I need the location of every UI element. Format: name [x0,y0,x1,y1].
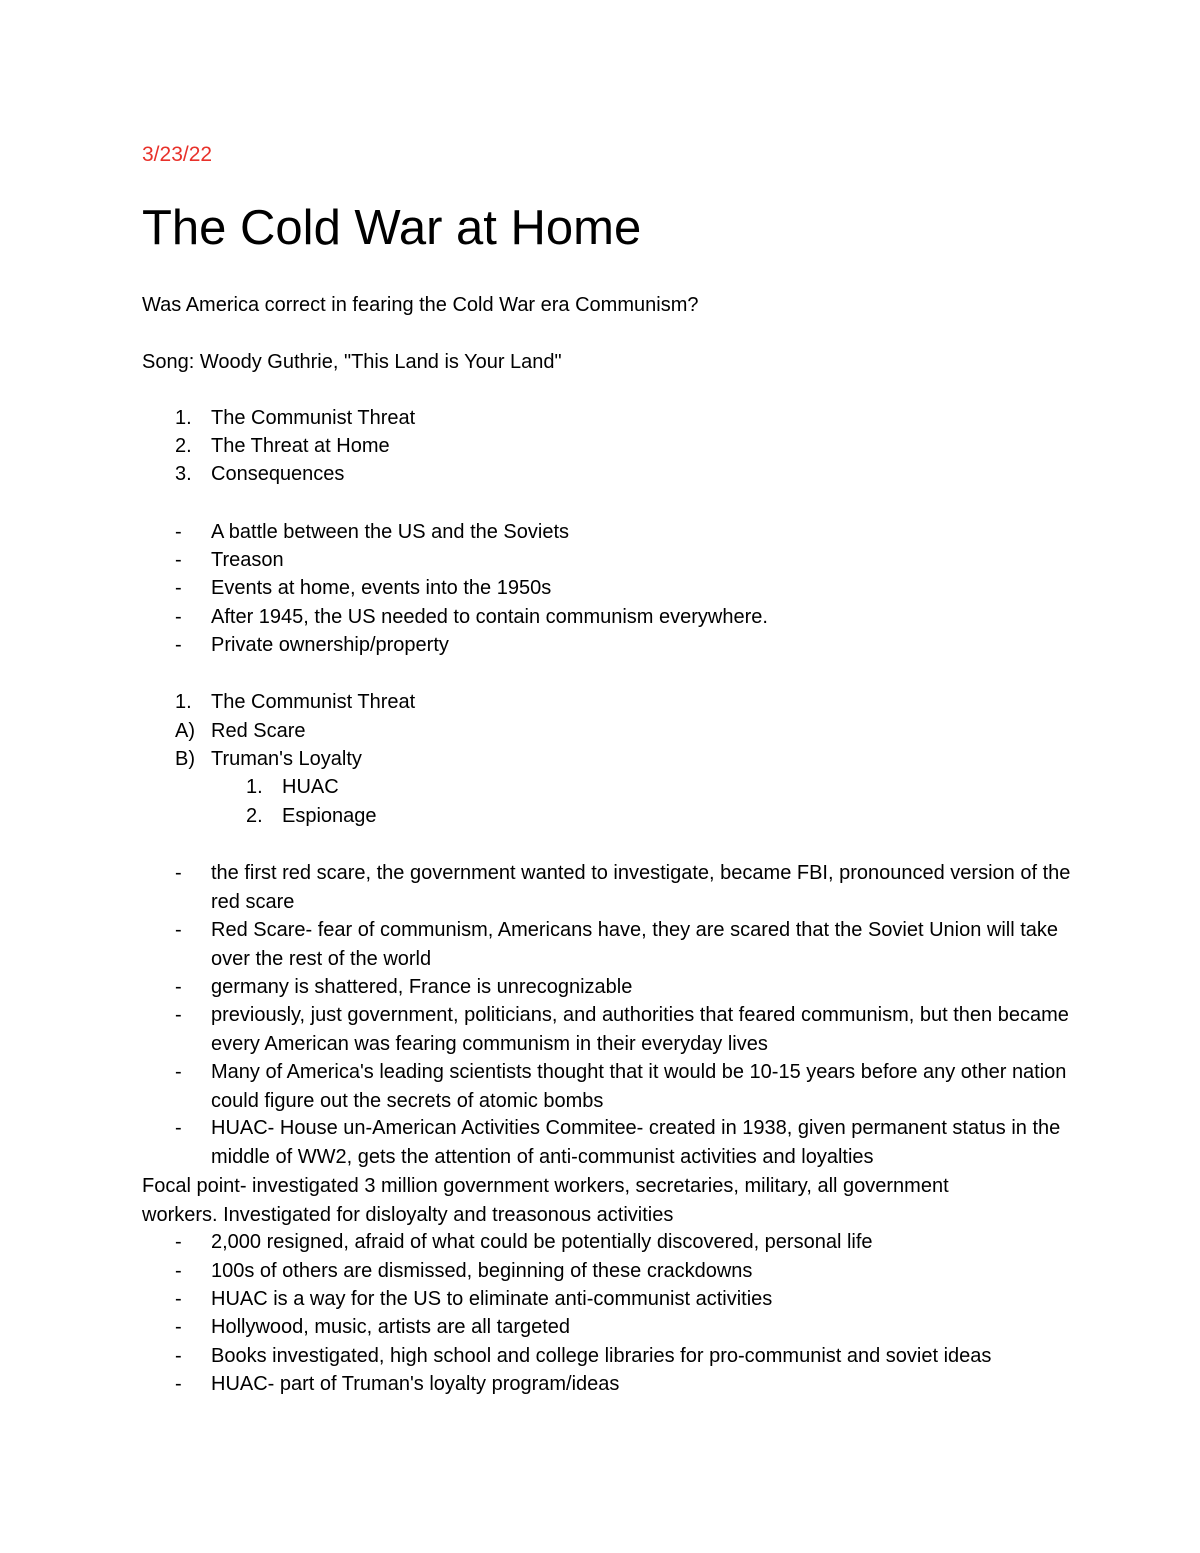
bullet-item [142,1285,1082,1314]
bullet-marker: - [175,1288,182,1310]
list-marker: 1. [175,407,192,429]
bullet-item [142,603,1082,632]
bullet-text: A battle between the US and the Soviets [211,521,570,543]
bullet-item [142,546,1082,575]
bullet-text: HUAC- part of Truman's loyalty program/ideas [211,1373,620,1395]
bullet-marker: - [175,606,182,628]
list-marker: 2. [246,805,263,827]
bullet-marker: - [175,919,182,941]
essential-question: Was America correct in fearing the Cold War era Communism? [142,294,699,316]
bullet-item [142,1001,1082,1058]
bullet-text: Treason [211,549,284,571]
bullet-item [142,973,1082,1002]
bullet-item [142,916,1082,973]
bullet-marker: - [175,1316,182,1338]
bullet-marker: - [175,862,182,884]
bullet-marker: - [175,1061,182,1083]
bullet-text: HUAC- House un-American Activities Commitee- created in 1938, given permanent status in the middle of WW2, gets the attention of anti-communist activities and loyalties [211,1117,1061,1168]
section-heading-text: The Communist Threat [211,691,416,713]
sub-list-item [142,802,1082,831]
list-marker: B) [175,748,195,770]
bullet-item [142,859,1082,916]
bullet-text: Hollywood, music, artists are all targeted [211,1316,571,1338]
bullet-marker: - [175,1260,182,1282]
bullet-marker: - [175,1231,182,1253]
list-item [142,404,1082,433]
focal-paragraph: Focal point- investigated 3 million government workers, secretaries, military, all government workers. Investigated for disloyalty and treasonous activities [142,1175,949,1226]
bullet-item [142,1257,1082,1286]
list-item-text: The Threat at Home [211,435,390,457]
note-date: 3/23/22 [142,143,213,166]
bullet-item [142,518,1082,547]
list-item-text: HUAC [282,776,339,798]
bullet-item [142,1058,1082,1115]
list-item-text: Red Scare [211,720,306,742]
list-item-text: Truman's Loyalty [211,748,362,770]
list-item-text: Espionage [282,805,377,827]
bullet-text: 2,000 resigned, afraid of what could be potentially discovered, personal life [211,1231,873,1253]
list-item [142,432,1082,461]
bullet-marker: - [175,1004,182,1026]
bullet-text: previously, just government, politicians, and authorities that feared communism, but then became every American was fearing communism in their everyday lives [211,1004,1069,1055]
bullet-item [142,1342,1082,1371]
bullet-item [142,1114,1082,1171]
bullet-marker: - [175,1373,182,1395]
list-marker: 3. [175,463,192,485]
bullet-item [142,1228,1082,1257]
bullet-item [142,631,1082,660]
sub-list-item [142,773,1082,802]
bullet-text: the first red scare, the government wanted to investigate, became FBI, pronounced version of the red scare [211,862,1071,913]
bullet-text: Private ownership/property [211,634,449,656]
bullet-text: After 1945, the US needed to contain communism everywhere. [211,606,768,628]
list-marker: 1. [175,691,192,713]
list-marker: 2. [175,435,192,457]
bullet-text: Books investigated, high school and college libraries for pro-communist and soviet ideas [211,1345,992,1367]
section-heading [142,688,1082,717]
list-item [142,745,1082,774]
list-item [142,460,1082,489]
bullet-text: HUAC is a way for the US to eliminate anti-communist activities [211,1288,773,1310]
bullet-item [142,1370,1082,1399]
list-item-text: The Communist Threat [211,407,416,429]
bullet-item [142,1313,1082,1342]
list-marker: A) [175,720,195,742]
bullet-marker: - [175,577,182,599]
list-item-text: Consequences [211,463,345,485]
bullet-text: Events at home, events into the 1950s [211,577,552,599]
bullet-marker: - [175,1345,182,1367]
bullet-marker: - [175,976,182,998]
bullet-marker: - [175,521,182,543]
bullet-item [142,574,1082,603]
bullet-text: Many of America's leading scientists thought that it would be 10-15 years before any other nation could figure out the secrets of atomic bombs [211,1061,1067,1112]
list-marker: 1. [246,776,263,798]
bullet-text: 100s of others are dismissed, beginning of these crackdowns [211,1260,753,1282]
list-item [142,717,1082,746]
song-reference: Song: Woody Guthrie, "This Land is Your Land" [142,351,562,373]
page-title: The Cold War at Home [142,201,642,255]
bullet-text: germany is shattered, France is unrecognizable [211,976,633,998]
bullet-marker: - [175,634,182,656]
bullet-text: Red Scare- fear of communism, Americans have, they are scared that the Soviet Union will take over the rest of the world [211,919,1059,970]
bullet-marker: - [175,1117,182,1139]
bullet-marker: - [175,549,182,571]
